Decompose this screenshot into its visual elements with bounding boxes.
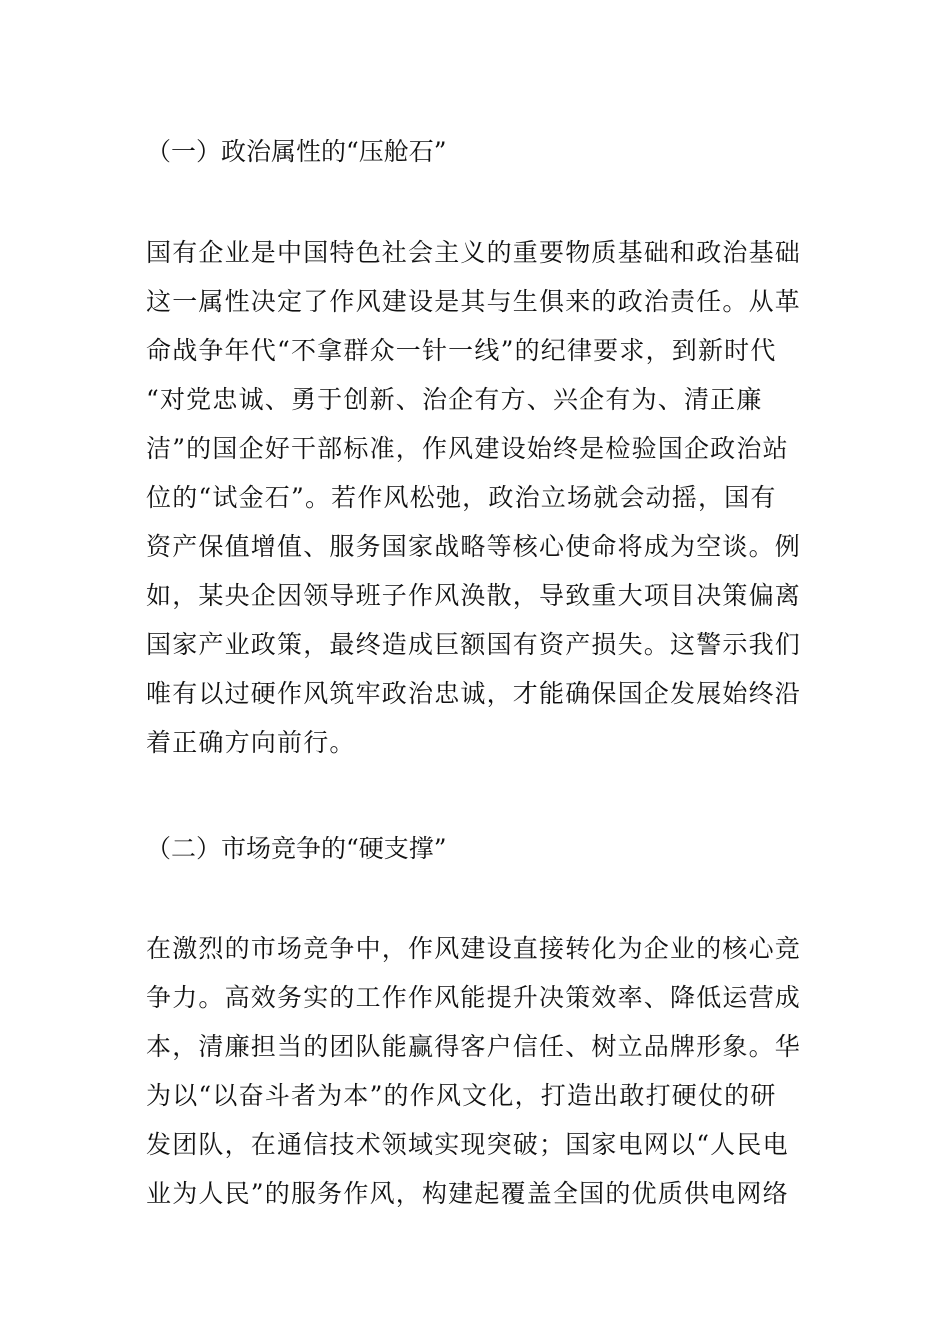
- paragraph-line: 这一属性决定了作风建设是其与生俱来的政治责任。从革: [146, 287, 802, 316]
- paragraph-line: 命战争年代“不拿群众一针一线”的纪律要求，到新时代: [146, 336, 777, 365]
- paragraph-line: 着正确方向前行。: [146, 728, 356, 757]
- section-1-heading: （一）政治属性的“压舱石”: [146, 137, 447, 166]
- section-1-paragraph: [146, 228, 826, 767]
- paragraph-line: 资产保值增值、服务国家战略等核心使命将成为空谈。例: [146, 532, 802, 561]
- paragraph-line: 业为人民”的服务作风，构建起覆盖全国的优质供电网络: [146, 1179, 789, 1208]
- paragraph-line: 为以“以奋斗者为本”的作风文化，打造出敢打硬仗的研: [146, 1081, 777, 1110]
- section-2-heading: （二）市场竞争的“硬支撑”: [146, 834, 447, 863]
- paragraph-line: “对党忠诚、勇于创新、治企有方、兴企有为、清正廉: [146, 385, 763, 414]
- paragraph-line: 洁”的国企好干部标准，作风建设始终是检验国企政治站: [146, 434, 789, 463]
- paragraph-line: 如，某央企因领导班子作风涣散，导致重大项目决策偏离: [146, 581, 802, 610]
- section-2-paragraph: [146, 924, 826, 1218]
- paragraph-line: 位的“试金石”。若作风松弛，政治立场就会动摇，国有: [146, 483, 777, 512]
- paragraph-line: 唯有以过硬作风筑牢政治忠诚，才能确保国企发展始终沿: [146, 679, 802, 708]
- paragraph-line: 争力。高效务实的工作作风能提升决策效率、降低运营成: [146, 983, 802, 1012]
- paragraph-line: 发团队，在通信技术领域实现突破；国家电网以“人民电: [146, 1130, 789, 1159]
- paragraph-line: 在激烈的市场竞争中，作风建设直接转化为企业的核心竞: [146, 934, 802, 963]
- paragraph-line: 国有企业是中国特色社会主义的重要物质基础和政治基础: [146, 238, 802, 267]
- paragraph-line: 本，清廉担当的团队能赢得客户信任、树立品牌形象。华: [146, 1032, 802, 1061]
- paragraph-line: 国家产业政策，最终造成巨额国有资产损失。这警示我们: [146, 630, 802, 659]
